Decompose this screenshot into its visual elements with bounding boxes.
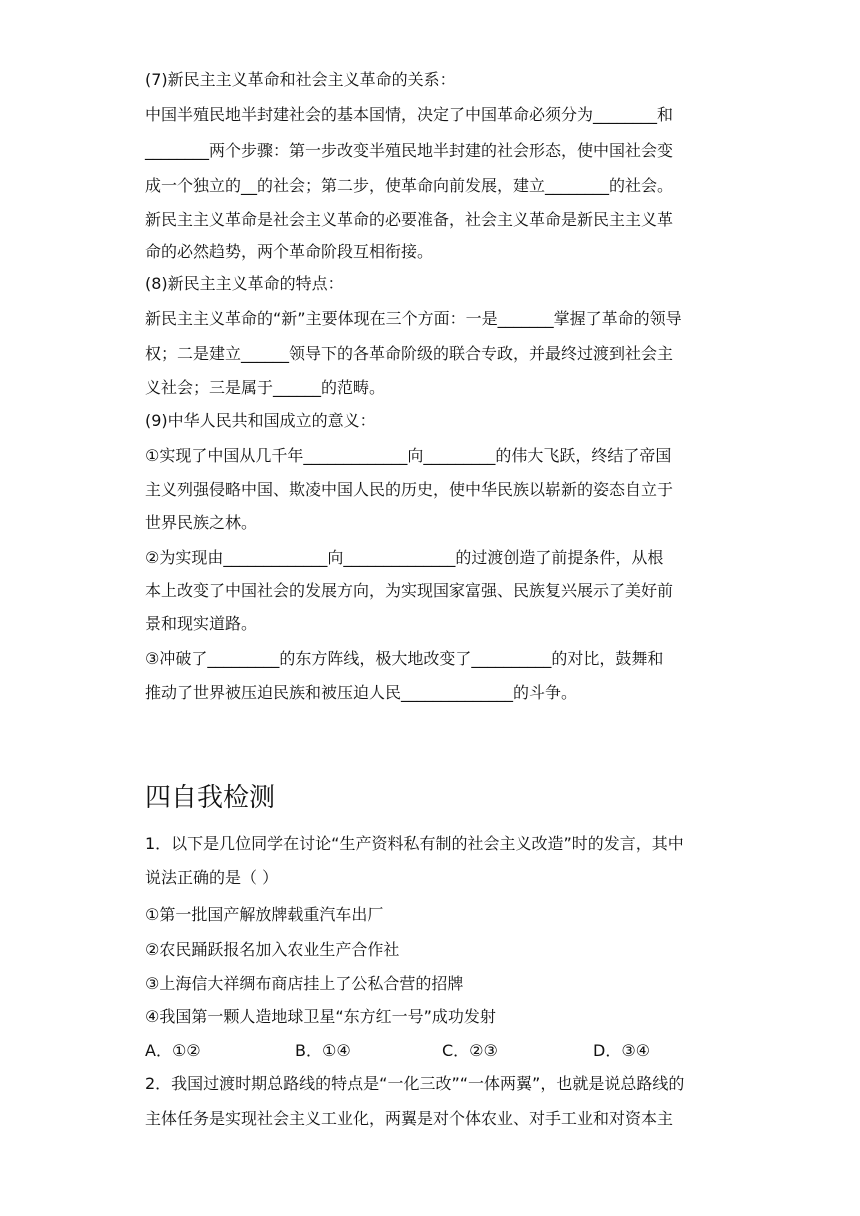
section8-title: (8)新民主主义革命的特点： (145, 274, 344, 293)
section9-line-7: ③冲破了_________的东方阵线，极大地改变了__________的对比，鼓舞和 (145, 649, 664, 668)
q1-line-1: 1．以下是几位同学在讨论“生产资料私有制的社会主义改造”时的发言，其中 (145, 834, 684, 853)
q1-item-3: ③上海信大祥绸布商店挂上了公私合营的招牌 (145, 974, 464, 993)
section8-line-3: 义社会；三是属于______的范畴。 (145, 378, 386, 397)
q1-option-a: A．①② (145, 1041, 201, 1060)
section9-line-5: 本上改变了中国社会的发展方向，为实现国家富强、民族复兴展示了美好前 (145, 581, 674, 600)
q1-option-d: D．③④ (593, 1041, 651, 1060)
section9-line-4: ②为实现由_____________向______________的过渡创造了前提条件，从根 (145, 548, 664, 567)
section7-line-4: 新民主主义革命是社会主义革命的必要准备，社会主义革命是新民主主义革 (145, 210, 674, 229)
section9-line-6: 景和现实道路。 (145, 614, 258, 633)
section9-line-2: 主义列强侵略中国、欺凌中国人民的历史，使中华民族以崭新的姿态自立于 (145, 480, 674, 499)
q2-line-2: 主体任务是实现社会主义工业化，两翼是对个体农业、对手工业和对资本主 (145, 1109, 674, 1128)
section7-line-2: ________两个步骤：第一步改变半殖民地半封建的社会形态，使中国社会变 (145, 141, 674, 160)
section7-line-5: 命的必然趋势，两个革命阶段互相衔接。 (145, 242, 434, 261)
section7-line-1: 中国半殖民地半封建社会的基本国情，决定了中国革命必须分为________和 (145, 105, 674, 124)
q1-option-c: C．②③ (442, 1041, 498, 1060)
q1-item-2: ②农民踊跃报名加入农业生产合作社 (145, 940, 400, 959)
section9-line-8: 推动了世界被压迫民族和被压迫人民______________的斗争。 (145, 683, 578, 702)
section8-line-1: 新民主主义革命的“新”主要体现在三个方面：一是_______掌握了革命的领导 (145, 309, 682, 328)
section9-line-3: 世界民族之林。 (145, 513, 258, 532)
q1-option-b: B．①④ (295, 1041, 351, 1060)
section7-line-3: 成一个独立的__的社会；第二步，使革命向前发展，建立________的社会。 (145, 176, 674, 195)
q2-line-1: 2．我国过渡时期总路线的特点是“一化三改”“一体两翼”，也就是说总路线的 (145, 1074, 685, 1093)
section7-title: (7)新民主主义革命和社会主义革命的关系： (145, 70, 456, 89)
section-heading: 四自我检测 (145, 783, 276, 813)
q1-line-2: 说法正确的是（ ） (145, 868, 279, 887)
section9-title: (9)中华人民共和国成立的意义： (145, 411, 376, 430)
section8-line-2: 权；二是建立______领导下的各革命阶级的联合专政，并最终过渡到社会主 (145, 344, 674, 363)
section9-line-1: ①实现了中国从几千年_____________向_________的伟大飞跃，终结了帝国 (145, 446, 672, 465)
q1-item-4: ④我国第一颗人造地球卫星“东方红一号”成功发射 (145, 1007, 496, 1026)
q1-item-1: ①第一批国产解放牌载重汽车出厂 (145, 905, 384, 924)
